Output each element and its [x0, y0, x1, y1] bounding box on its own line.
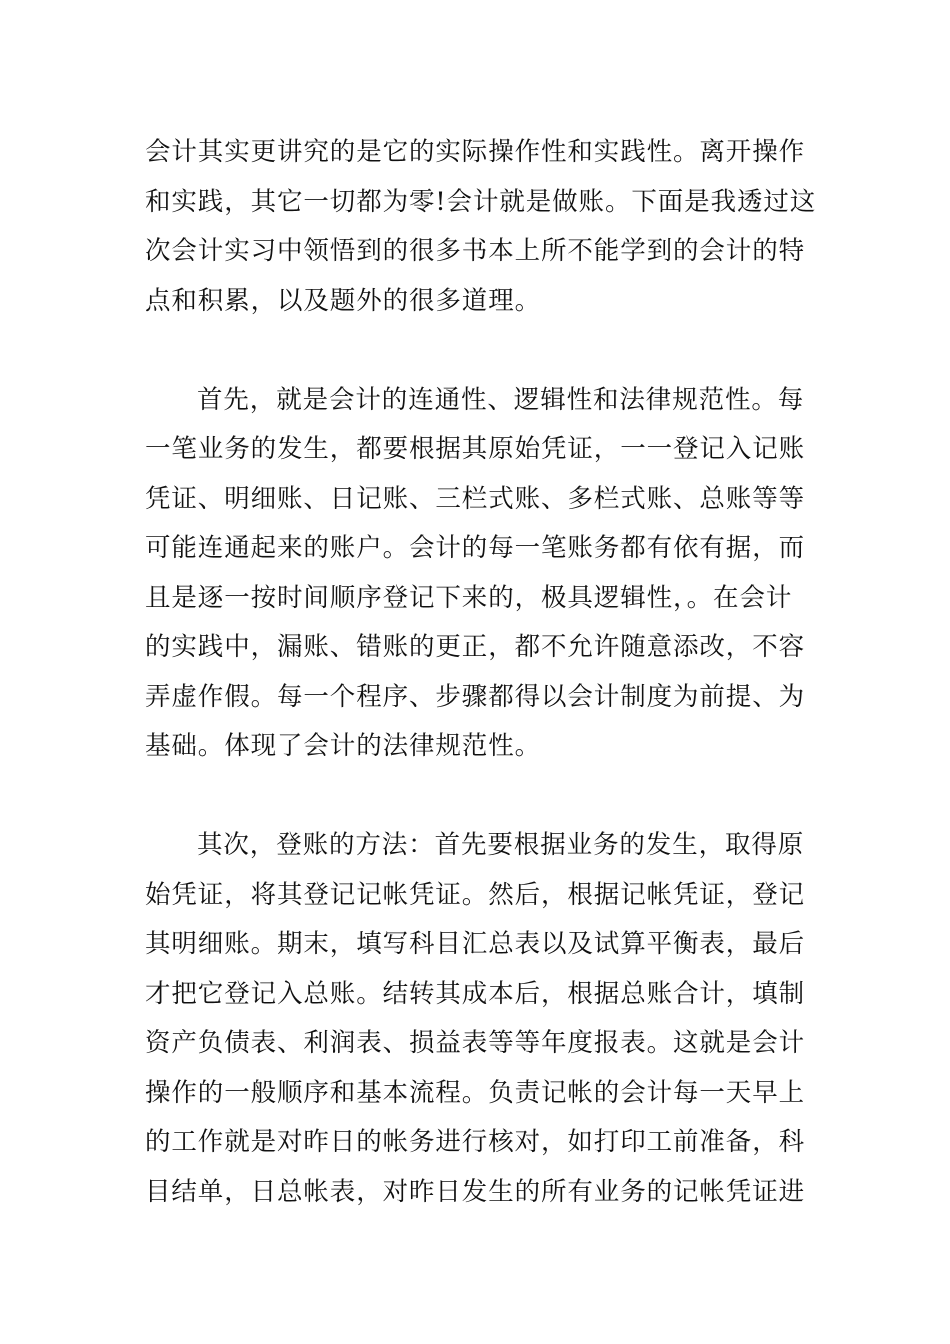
- text-line: 弄虚作假。每一个程序、步骤都得以会计制度为前提、为: [145, 681, 806, 712]
- document-body: [145, 128, 817, 1217]
- text-line: 其明细账。期末，填写科目汇总表以及试算平衡表，最后: [145, 929, 806, 959]
- text-line: 才把它登记入总账。结转其成本后，根据总账合计，填制: [145, 978, 806, 1009]
- text-line: 目结单，日总帐表，对昨日发生的所有业务的记帐凭证进: [145, 1176, 806, 1207]
- text-line: 操作的一般顺序和基本流程。负责记帐的会计每一天早上: [145, 1077, 806, 1108]
- text-line: 的工作就是对昨日的帐务进行核对，如打印工前准备，科: [145, 1127, 806, 1157]
- text-line: 凭证、明细账、日记账、三栏式账、多栏式账、总账等等: [145, 483, 806, 514]
- text-line: 的实践中，漏账、错账的更正，都不允许随意添改，不容: [145, 632, 806, 662]
- text-line: 资产负债表、利润表、损益表等等年度报表。这就是会计: [145, 1028, 806, 1058]
- paragraph-3: [145, 821, 807, 1217]
- text-line: 其次，登账的方法：首先要根据业务的发生，取得原: [197, 830, 805, 860]
- text-line: 点和积累，以及题外的很多道理。: [145, 285, 542, 316]
- text-line: 和实践，其它一切都为零!会计就是做账。下面是我透过这: [145, 186, 817, 217]
- text-line: 基础。体现了会计的法律规范性。: [145, 731, 542, 761]
- paragraph-2: [145, 376, 807, 772]
- text-line: 可能连通起来的账户。会计的每一笔账务都有依有据，而: [145, 533, 806, 563]
- text-line: 首先，就是会计的连通性、逻辑性和法律规范性。每: [197, 384, 805, 415]
- text-line: 会计其实更讲究的是它的实际操作性和实践性。离开操作: [145, 137, 806, 167]
- text-line: 始凭证，将其登记记帐凭证。然后，根据记帐凭证，登记: [145, 879, 806, 910]
- paragraph-1: [145, 128, 817, 326]
- text-line: 且是逐一按时间顺序登记下来的，极具逻辑性，。在会计: [145, 582, 793, 613]
- text-line: 次会计实习中领悟到的很多书本上所不能学到的会计的特: [145, 236, 806, 266]
- text-line: 一笔业务的发生，都要根据其原始凭证，一一登记入记账: [145, 434, 806, 464]
